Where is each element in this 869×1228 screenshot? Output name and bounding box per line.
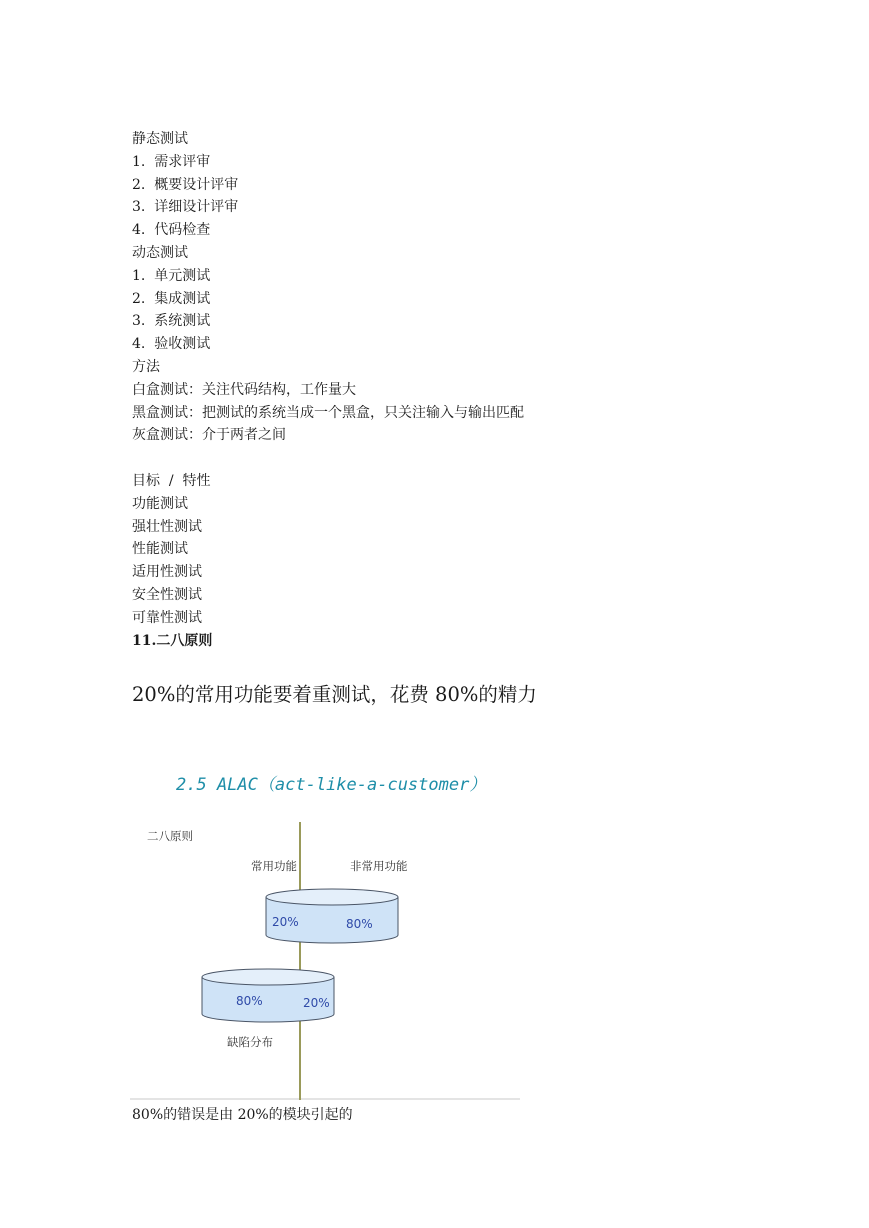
principle-statement: 20%的常用功能要着重测试，花费 80%的精力 bbox=[132, 683, 537, 706]
diagram-title: 二八原则 bbox=[147, 829, 193, 843]
line: 1. 需求评审 bbox=[132, 153, 211, 170]
text-block bbox=[132, 128, 524, 652]
section-heading: 11.二八原则 bbox=[132, 632, 213, 649]
label-uncommon: 非常用功能 bbox=[350, 859, 408, 873]
bottom-right-percent: 20% bbox=[303, 996, 330, 1010]
bottom-left-percent: 80% bbox=[236, 994, 263, 1008]
top-left-percent: 20% bbox=[272, 915, 299, 929]
line: 方法 bbox=[132, 358, 160, 375]
line: 3. 详细设计评审 bbox=[132, 199, 239, 216]
line: 4. 验收测试 bbox=[132, 336, 211, 353]
line: 强壮性测试 bbox=[132, 518, 202, 535]
line: 功能测试 bbox=[132, 495, 188, 512]
top-right-percent: 80% bbox=[346, 917, 373, 931]
label-common: 常用功能 bbox=[251, 859, 297, 873]
line: 目标 / 特性 bbox=[132, 472, 211, 489]
line: 性能测试 bbox=[132, 541, 188, 558]
caption: 80%的错误是由 20%的模块引起的 bbox=[132, 1107, 353, 1123]
line: 2. 集成测试 bbox=[132, 290, 211, 307]
line: 安全性测试 bbox=[132, 586, 202, 603]
line: 2. 概要设计评审 bbox=[132, 176, 239, 193]
label-defects: 缺陷分布 bbox=[227, 1035, 273, 1049]
line: 静态测试 bbox=[132, 131, 188, 147]
line bbox=[132, 447, 524, 470]
line: 1. 单元测试 bbox=[132, 267, 211, 284]
line: 黑盒测试：把测试的系统当成一个黑盒，只关注输入与输出匹配 bbox=[132, 404, 524, 421]
line: 3. 系统测试 bbox=[132, 313, 211, 330]
line: 白盒测试：关注代码结构，工作量大 bbox=[132, 381, 356, 398]
line: 灰盒测试：介于两者之间 bbox=[132, 427, 286, 444]
subheading: 2.5 ALAC（act-like-a-customer） bbox=[176, 775, 487, 795]
pareto-diagram bbox=[130, 820, 522, 1102]
line: 可靠性测试 bbox=[132, 609, 202, 626]
line: 适用性测试 bbox=[132, 564, 202, 581]
line: 4. 代码检查 bbox=[132, 222, 211, 239]
line: 动态测试 bbox=[132, 244, 188, 261]
